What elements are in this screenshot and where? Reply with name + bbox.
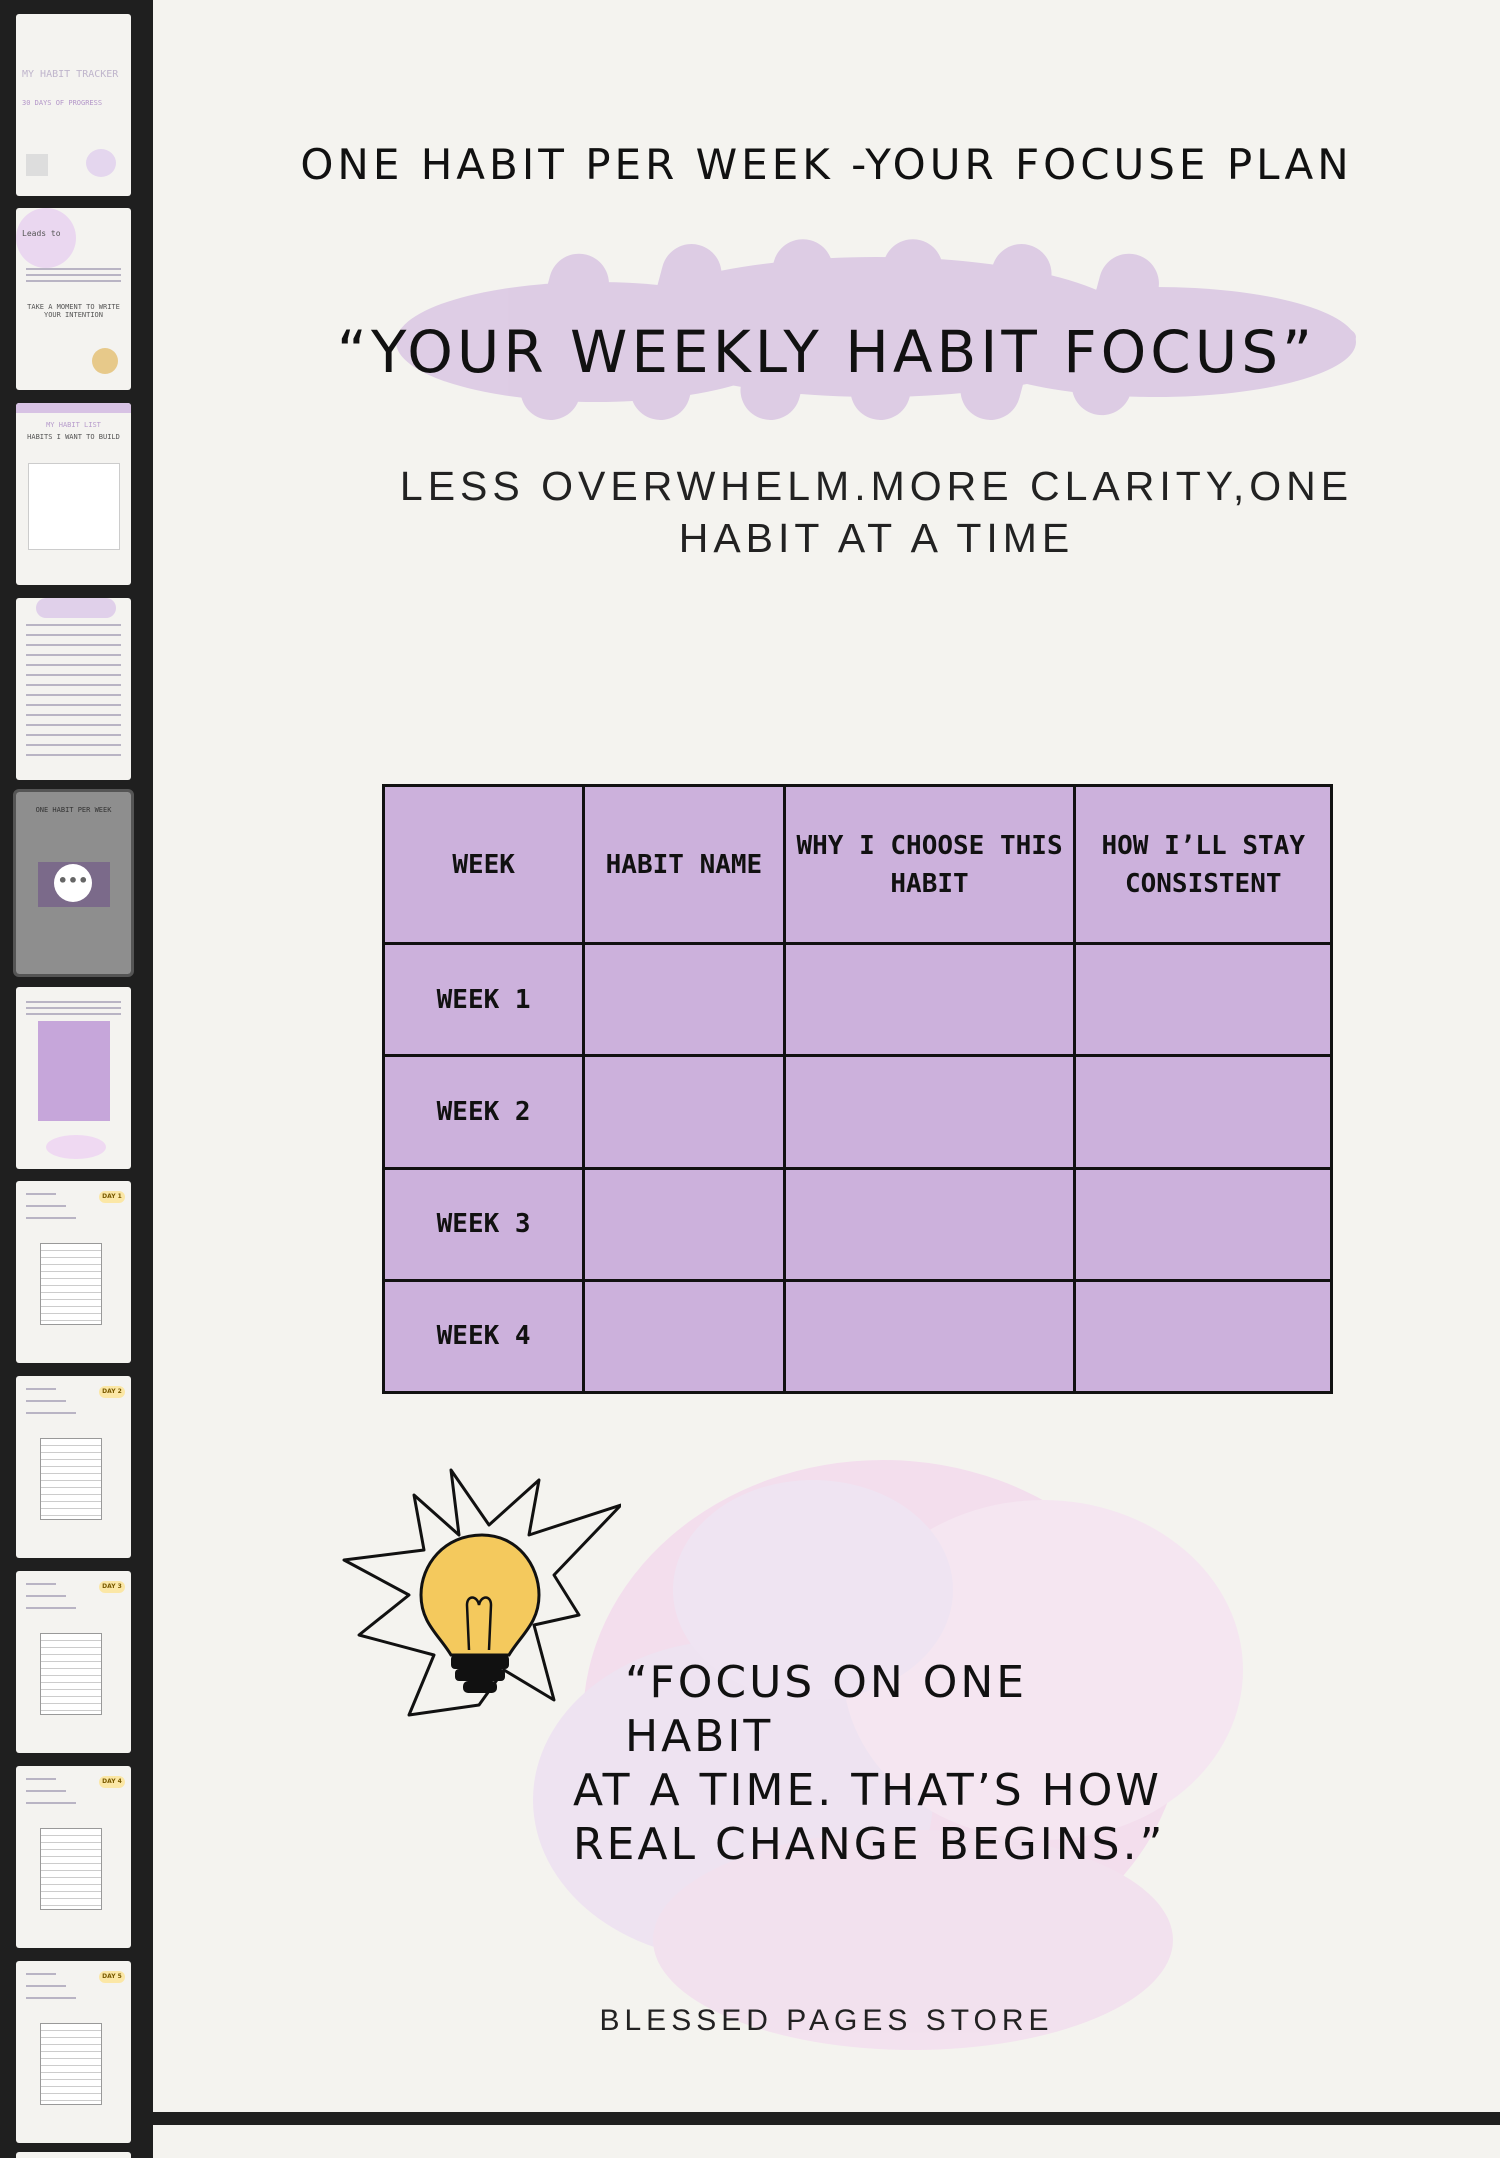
- lined-paper: [40, 1438, 102, 1520]
- table-header-row: [384, 786, 1332, 944]
- thumbnail-page-2[interactable]: [16, 208, 131, 390]
- column-header: HABIT NAME: [584, 786, 784, 944]
- thumbnail-title: MY HABIT TRACKER: [22, 69, 119, 80]
- thumbnail-subtitle: TAKE A MOMENT TO WRITE YOUR INTENTION: [27, 303, 120, 319]
- table-row: [384, 1168, 1332, 1280]
- brush-decoration: [16, 403, 131, 413]
- why-cell[interactable]: [784, 1056, 1075, 1168]
- store-name: BLESSED PAGES STORE: [599, 2004, 1054, 2037]
- ellipsis-icon[interactable]: •••: [54, 864, 92, 902]
- weekly-habit-table: [382, 784, 1333, 1394]
- week-label: WEEK 2: [384, 1056, 584, 1168]
- habit-name-cell[interactable]: [584, 1168, 784, 1280]
- week-label: WEEK 1: [384, 944, 584, 1056]
- day-badge: DAY 3: [99, 1581, 125, 1593]
- consistency-cell[interactable]: [1075, 1168, 1332, 1280]
- thumbnail-page-day-4[interactable]: [16, 1766, 131, 1948]
- table-preview: [38, 1021, 110, 1121]
- column-header: HOW I’LL STAY CONSISTENT: [1075, 786, 1332, 944]
- page-thumbnail-sidebar: [0, 0, 153, 2158]
- thumbnail-title: Leads to: [22, 229, 61, 238]
- page-heading: ONE HABIT PER WEEK -YOUR FOCUSE PLAN: [300, 140, 1353, 189]
- thumbnail-page-4[interactable]: [16, 598, 131, 780]
- thumbnail-page-next[interactable]: [16, 2152, 131, 2158]
- quote-line: REAL CHANGE BEGINS.”: [573, 1819, 1166, 1870]
- page-title: “YOUR WEEKLY HABIT FOCUS”: [336, 318, 1317, 386]
- day-badge: DAY 1: [99, 1191, 125, 1203]
- why-cell[interactable]: [784, 1280, 1075, 1392]
- consistency-cell[interactable]: [1075, 1056, 1332, 1168]
- table-row: [384, 944, 1332, 1056]
- consistency-cell[interactable]: [1075, 944, 1332, 1056]
- target-icon: [92, 348, 118, 374]
- column-header: WHY I CHOOSE THIS HABIT: [784, 786, 1075, 944]
- column-header: WEEK: [384, 786, 584, 944]
- lined-paper: [40, 1828, 102, 1910]
- subtitle-line: HABIT AT A TIME: [678, 515, 1075, 561]
- thumbnail-page-6[interactable]: [16, 987, 131, 1169]
- document-page: [153, 0, 1500, 2112]
- motivational-quote: [573, 1656, 1173, 1872]
- thumbnail-title: MY HABIT LIST: [46, 421, 101, 429]
- page-subtitle: [353, 460, 1400, 564]
- splash-decoration: [46, 1135, 106, 1159]
- illustration-icon: [26, 154, 48, 176]
- thumbnail-title: ONE HABIT PER WEEK: [35, 806, 112, 814]
- thumbnail-page-day-1[interactable]: [16, 1181, 131, 1363]
- thumbnail-subtitle: 30 DAYS OF PROGRESS: [22, 99, 103, 107]
- illustration-icon: [86, 149, 116, 177]
- table-row: [384, 1280, 1332, 1392]
- next-page-edge: [153, 2125, 1500, 2158]
- day-badge: DAY 4: [99, 1776, 125, 1788]
- quote-line: “FOCUS ON ONE HABIT: [625, 1657, 1028, 1762]
- thumbnail-page-3[interactable]: [16, 403, 131, 585]
- splash-decoration: [16, 208, 76, 268]
- thumbnail-page-1[interactable]: [16, 14, 131, 196]
- quote-line: AT A TIME. THAT’S HOW: [573, 1765, 1162, 1816]
- week-label: WEEK 3: [384, 1168, 584, 1280]
- lined-paper: [40, 1243, 102, 1325]
- thumbnail-subtitle: HABITS I WANT TO BUILD: [27, 433, 120, 441]
- brush-decoration: [36, 598, 116, 618]
- thumbnail-page-day-5[interactable]: [16, 1961, 131, 2143]
- thumbnail-page-day-3[interactable]: [16, 1571, 131, 1753]
- consistency-cell[interactable]: [1075, 1280, 1332, 1392]
- day-badge: DAY 2: [99, 1386, 125, 1398]
- list-box: [28, 463, 120, 550]
- day-badge: DAY 5: [99, 1971, 125, 1983]
- why-cell[interactable]: [784, 1168, 1075, 1280]
- table-row: [384, 1056, 1332, 1168]
- habit-name-cell[interactable]: [584, 1056, 784, 1168]
- habit-name-cell[interactable]: [584, 1280, 784, 1392]
- lined-paper: [40, 2023, 102, 2105]
- week-label: WEEK 4: [384, 1280, 584, 1392]
- thumbnail-page-day-2[interactable]: [16, 1376, 131, 1558]
- subtitle-line: LESS OVERWHELM.MORE CLARITY,ONE: [399, 463, 1354, 509]
- why-cell[interactable]: [784, 944, 1075, 1056]
- lined-paper: [40, 1633, 102, 1715]
- habit-name-cell[interactable]: [584, 944, 784, 1056]
- thumbnail-page-5-selected[interactable]: [16, 792, 131, 974]
